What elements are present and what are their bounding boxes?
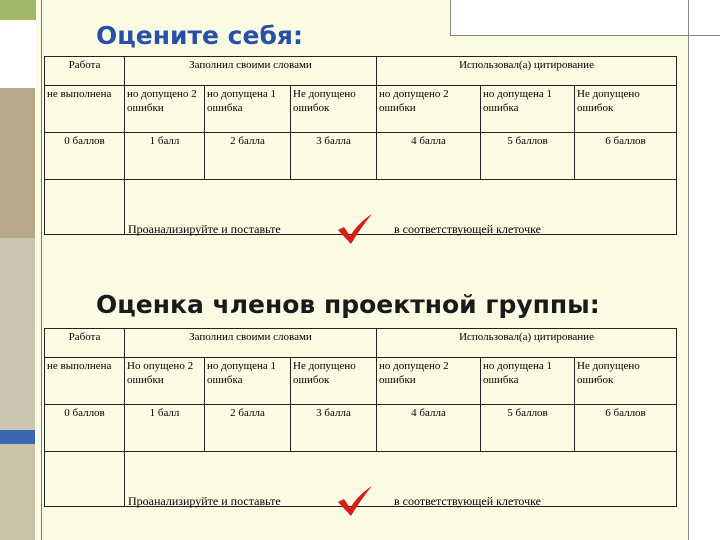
score-cell[interactable]: 4 балла — [377, 405, 481, 452]
criteria-cell: Не допущено ошибок — [291, 358, 377, 405]
score-cell[interactable]: 4 балла — [377, 133, 481, 180]
section-title: Оценка членов проектной группы: — [96, 290, 600, 319]
checkmark-icon — [335, 484, 375, 518]
criteria-cell: но допущено 2 ошибки — [377, 358, 481, 405]
right-rule — [688, 0, 689, 540]
decor-segment — [0, 238, 35, 438]
assessment-table — [44, 56, 677, 235]
score-cell[interactable]: 3 балла — [291, 405, 377, 452]
score-cell[interactable]: 6 баллов — [575, 133, 677, 180]
score-cell[interactable]: 2 балла — [205, 133, 291, 180]
section-title: Оцените себя: — [96, 21, 303, 50]
header-citation: Использовал(а) цитирование — [377, 57, 677, 86]
score-cell[interactable]: 2 балла — [205, 405, 291, 452]
header-work: Работа — [45, 329, 125, 358]
instruction-text-end: в соответствующей клеточке — [394, 494, 541, 508]
criteria-cell: но допущена 1 ошибка — [205, 358, 291, 405]
top-right-decor-box — [450, 0, 720, 36]
criteria-cell: не выполнена — [45, 358, 125, 405]
blank-cell[interactable] — [45, 452, 125, 507]
header-own-words: Заполнил своими словами — [125, 329, 377, 358]
criteria-cell: не выполнена — [45, 86, 125, 133]
criteria-cell: но допущено 2 ошибки — [377, 86, 481, 133]
decor-segment — [0, 28, 35, 88]
instruction-text: Проанализируйте и поставьте — [128, 222, 281, 236]
slide-left-rule — [41, 0, 42, 540]
score-cell[interactable]: 1 балл — [125, 405, 205, 452]
criteria-cell: Но опущено 2 ошибки — [125, 358, 205, 405]
score-cell[interactable]: 3 балла — [291, 133, 377, 180]
score-cell[interactable]: 5 баллов — [481, 133, 575, 180]
criteria-cell: Не допущено ошибок — [575, 86, 677, 133]
score-cell[interactable]: 1 балл — [125, 133, 205, 180]
header-citation: Использовал(а) цитирование — [377, 329, 677, 358]
score-cell[interactable]: 0 баллов — [45, 133, 125, 180]
assessment-table — [44, 328, 677, 507]
instruction-text: Проанализируйте и поставьте — [128, 494, 281, 508]
header-own-words: Заполнил своими словами — [125, 57, 377, 86]
criteria-cell: но допущена 1 ошибка — [205, 86, 291, 133]
score-cell[interactable]: 5 баллов — [481, 405, 575, 452]
criteria-cell: но допущена 1 ошибка — [481, 86, 575, 133]
decor-segment — [0, 430, 35, 444]
checkmark-icon — [335, 212, 375, 246]
criteria-cell: но допущена 1 ошибка — [481, 358, 575, 405]
left-decor-band — [0, 0, 35, 540]
decor-segment — [0, 88, 35, 238]
blank-cell[interactable] — [45, 180, 125, 235]
criteria-cell: Не допущено ошибок — [575, 358, 677, 405]
instruction-text-end: в соответствующей клеточке — [394, 222, 541, 236]
criteria-cell: Не допущено ошибок — [291, 86, 377, 133]
score-cell[interactable]: 0 баллов — [45, 405, 125, 452]
score-cell[interactable]: 6 баллов — [575, 405, 677, 452]
criteria-cell: но допущено 2 ошибки — [125, 86, 205, 133]
header-work: Работа — [45, 57, 125, 86]
